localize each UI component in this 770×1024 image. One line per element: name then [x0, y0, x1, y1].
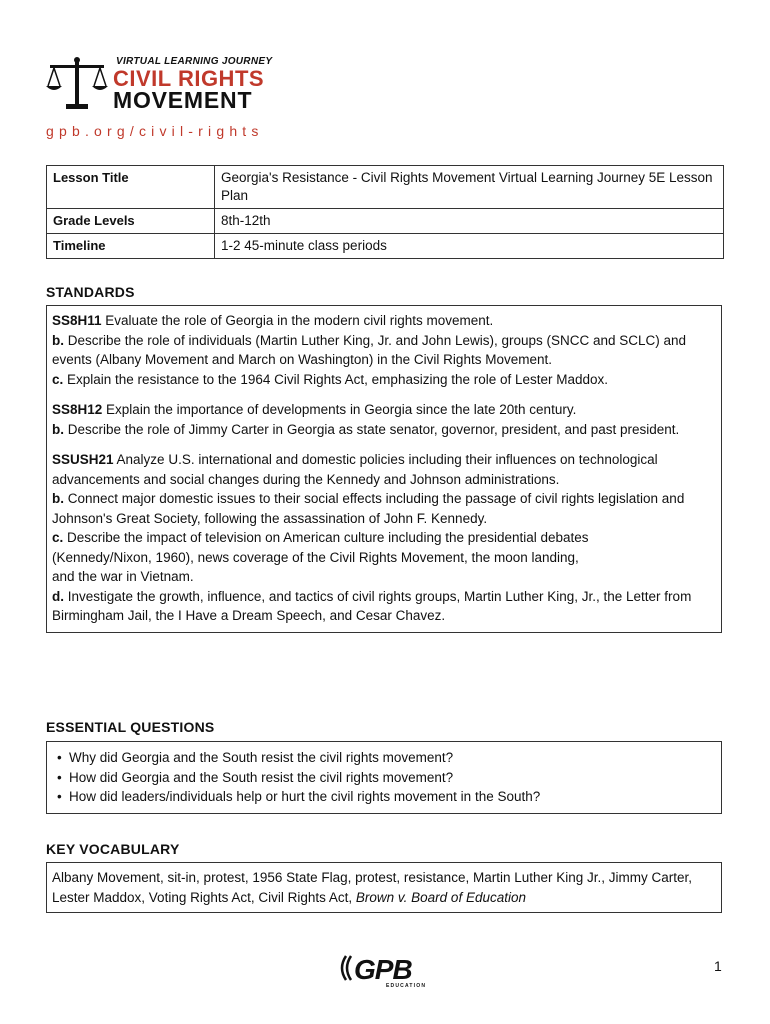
- logo-line-2: MOVEMENT: [113, 87, 253, 113]
- vocabulary-text: Albany Movement, sit-in, protest, 1956 State Flag, protest, resistance, Martin Luther King Jr., Jimmy Carter, Lester Maddox, Voting Rights Act, Civil Rights Act, Brown v. Board of Education: [52, 870, 693, 905]
- standard-ss8h11: SS8H11 Evaluate the role of Georgia in the modern civil rights movement.: [52, 313, 494, 328]
- standards-heading: STANDARDS: [46, 284, 135, 300]
- logo-line-1: CIVIL RIGHTS: [113, 66, 265, 91]
- scales-of-justice-icon: [46, 56, 108, 112]
- lesson-meta-table: [46, 165, 724, 259]
- essential-questions-box: [46, 741, 722, 814]
- list-item: • How did Georgia and the South resist the civil rights movement?: [53, 768, 715, 788]
- site-url-link[interactable]: gpb.org/civil-rights: [46, 123, 264, 139]
- gpb-logo-text: GPB: [354, 954, 412, 985]
- standard-item: b. Connect major domestic issues to their social effects including the passage of civil rights legislation and Johnson's Great Society, following the assassination of John F. Kennedy.: [52, 491, 685, 526]
- standard-ssush21: SSUSH21 Analyze U.S. international and domestic policies including their influences on technological advancements and social changes during the Kennedy and Johnson administrations.: [52, 452, 658, 487]
- standard-item: d. Investigate the growth, influence, and tactics of civil rights groups, Martin Luther King, Jr., the Letter from Birmingham Jail, the I Have a Dream Speech, and Cesar Chavez.: [52, 588, 692, 623]
- meta-label: Timeline: [47, 234, 215, 259]
- list-item: • Why did Georgia and the South resist the civil rights movement?: [53, 748, 715, 768]
- page-number: 1: [714, 958, 722, 974]
- standard-ss8h12: SS8H12 Explain the importance of developments in Georgia since the late 20th century.: [52, 402, 577, 417]
- table-row: [47, 166, 724, 209]
- meta-value: 8th-12th: [215, 209, 724, 234]
- table-row: [47, 234, 724, 259]
- standard-item: b. Describe the role of individuals (Martin Luther King, Jr. and John Lewis), groups (SNCC and SCLC) and events (Albany Movement and March on Washington) in the Civil Rights Movement.: [52, 332, 687, 367]
- key-vocabulary-heading: KEY VOCABULARY: [46, 841, 180, 857]
- gpb-education-logo: [340, 950, 434, 990]
- standard-item: b. Describe the role of Jimmy Carter in Georgia as state senator, governor, president, and past president.: [52, 421, 680, 437]
- gpb-logo-subtext: EDUCATION: [386, 983, 427, 989]
- standards-box: [46, 305, 722, 633]
- table-row: [47, 209, 724, 234]
- list-item: • How did leaders/individuals help or hurt the civil rights movement in the South?: [53, 787, 715, 807]
- standard-item: c. Describe the impact of television on American culture including the presidential debates (Kennedy/Nixon, 1960), news coverage of the Civil Rights Movement, the moon landing, and the war in Vietnam.: [52, 530, 589, 584]
- meta-label: Grade Levels: [47, 209, 215, 234]
- logo-tagline: VIRTUAL LEARNING JOURNEY: [116, 56, 273, 67]
- meta-value: 1-2 45-minute class periods: [215, 234, 724, 259]
- meta-value: Georgia's Resistance - Civil Rights Movement Virtual Learning Journey 5E Lesson Plan: [215, 166, 724, 209]
- key-vocabulary-box: [46, 862, 722, 913]
- standard-item: c. Explain the resistance to the 1964 Civil Rights Act, emphasizing the role of Lester Maddox.: [52, 371, 609, 387]
- essential-questions-heading: ESSENTIAL QUESTIONS: [46, 719, 215, 735]
- meta-label: Lesson Title: [47, 166, 215, 209]
